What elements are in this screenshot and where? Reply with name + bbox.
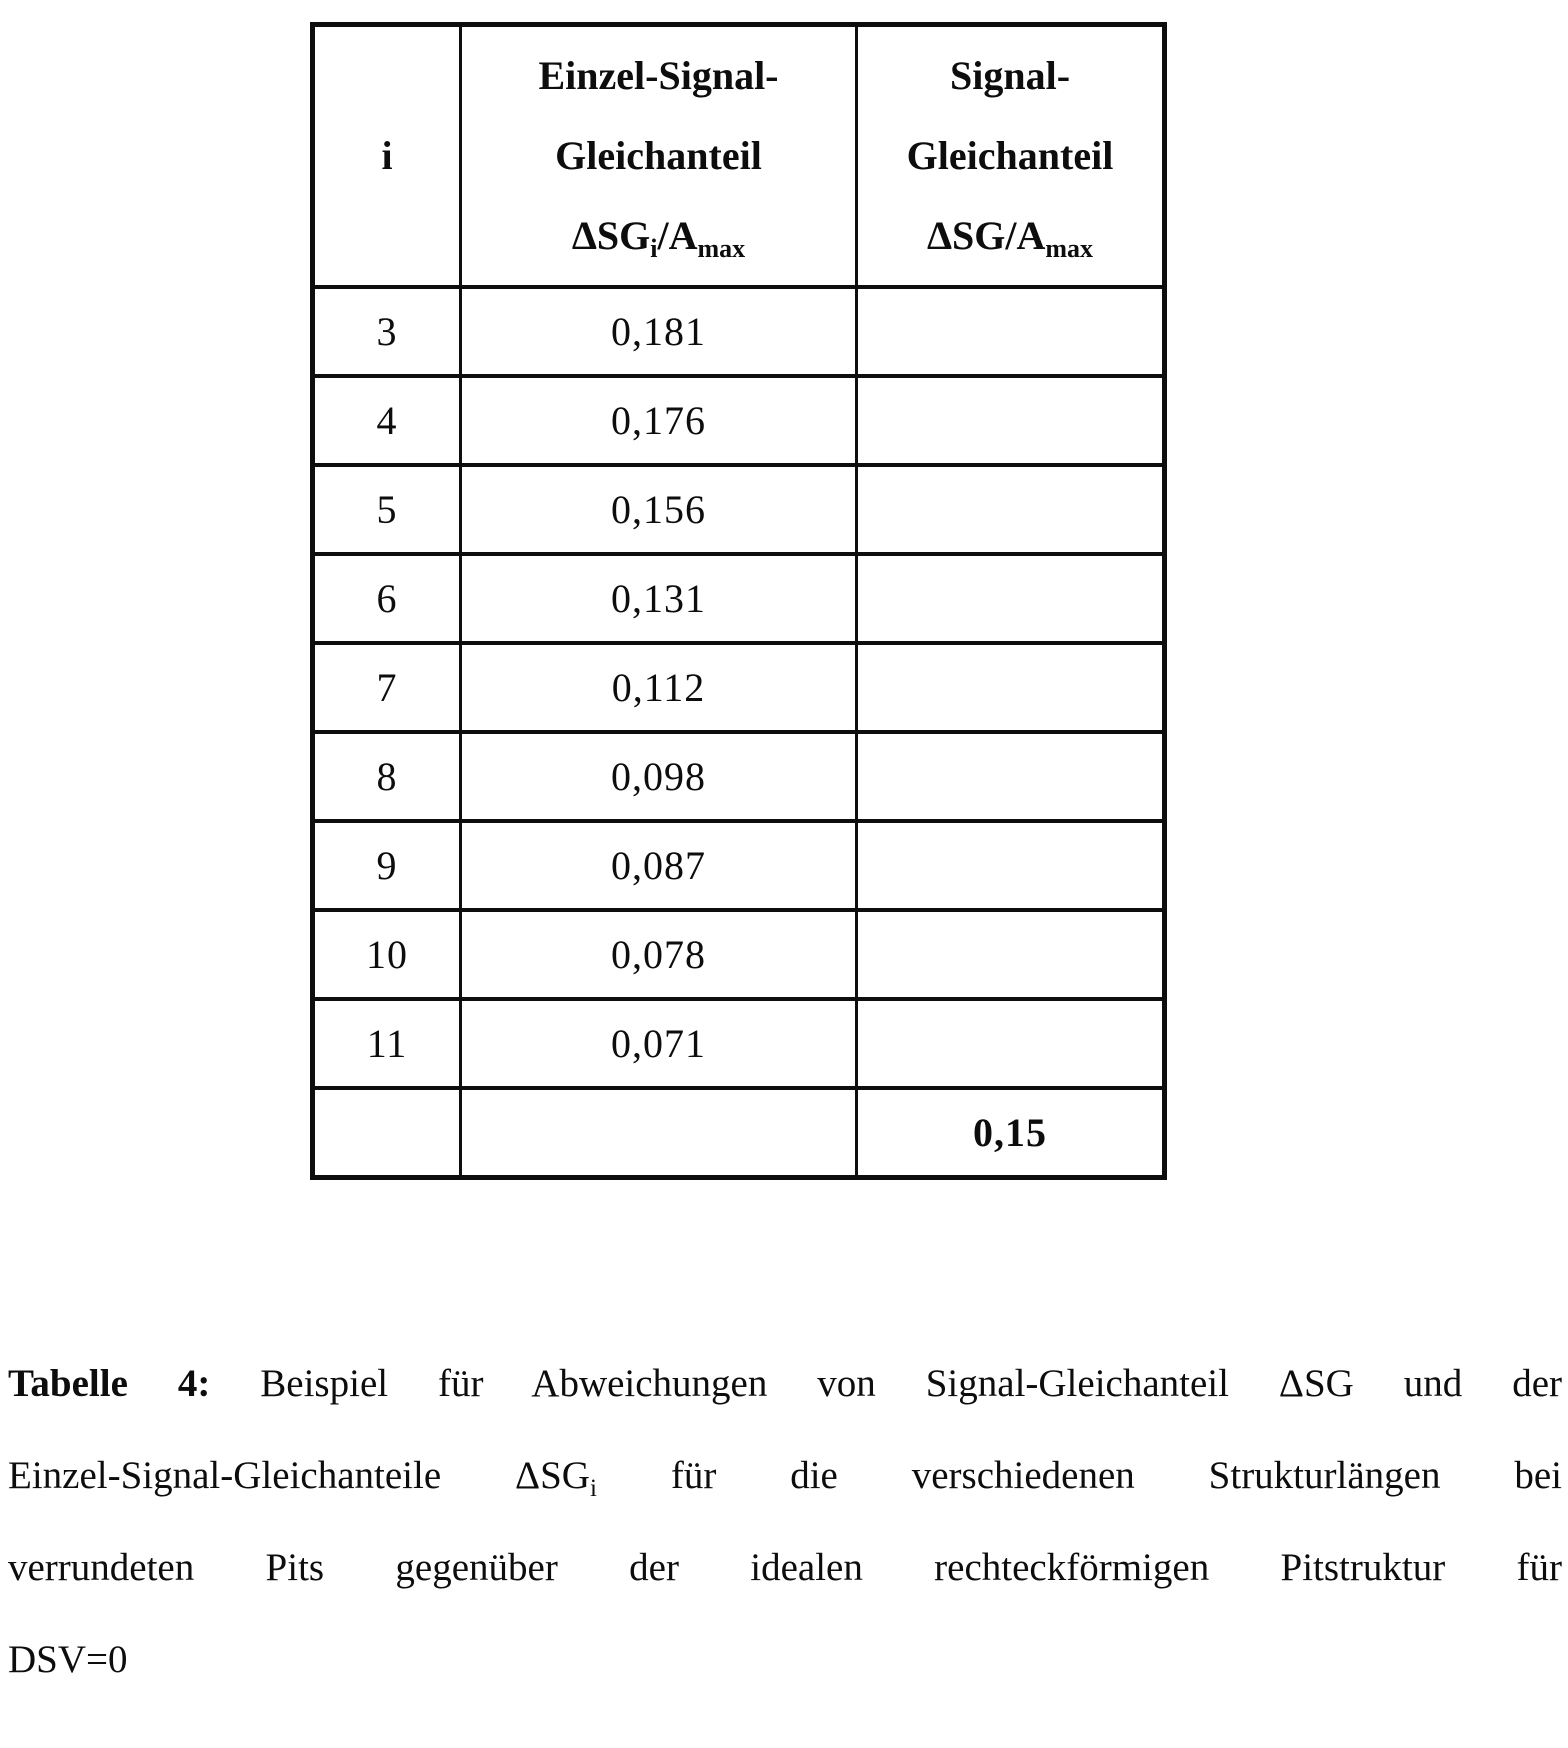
cell-signal-value <box>857 821 1165 910</box>
cell-einzel-value: 0,071 <box>461 999 857 1088</box>
cell-einzel-value: 0,078 <box>461 910 857 999</box>
cell-i: 8 <box>313 732 461 821</box>
cell-einzel-value: 0,098 <box>461 732 857 821</box>
caption-line-1 <box>8 1338 1562 1430</box>
tabelle-4-table <box>310 22 1167 1180</box>
cell-i: 6 <box>313 554 461 643</box>
header-line: Gleichanteil <box>906 133 1114 178</box>
table-row <box>313 643 1165 732</box>
col-header-einzel-signal-gleichanteil <box>461 25 857 288</box>
cell-einzel-value: 0,131 <box>461 554 857 643</box>
formula-subscript-i: i <box>650 234 658 263</box>
header-line: Gleichanteil <box>555 133 762 178</box>
cell-i: 5 <box>313 465 461 554</box>
caption-line-4: DSV=0 <box>8 1638 128 1681</box>
table-row <box>313 999 1165 1088</box>
header-row <box>313 25 1165 288</box>
formula-base: ΔSG <box>571 213 651 258</box>
cell-signal-value <box>857 287 1165 376</box>
table-body <box>313 287 1165 1178</box>
cell-einzel-value: 0,181 <box>461 287 857 376</box>
table-row <box>313 554 1165 643</box>
cell-einzel-value: 0,112 <box>461 643 857 732</box>
table-row <box>313 910 1165 999</box>
cell-signal-value <box>857 999 1165 1088</box>
table-row <box>313 732 1165 821</box>
cell-signal-value <box>857 465 1165 554</box>
header-formula-dsgi-amax <box>462 196 855 276</box>
table-row <box>313 376 1165 465</box>
cell-signal-value <box>857 732 1165 821</box>
cell-einzel-value <box>461 1088 857 1178</box>
table-row <box>313 287 1165 376</box>
cell-signal-value: 0,15 <box>857 1088 1165 1178</box>
cell-einzel-value: 0,176 <box>461 376 857 465</box>
caption-label: Tabelle 4: <box>8 1362 211 1405</box>
header-line: Signal- <box>949 53 1071 98</box>
cell-i: 9 <box>313 821 461 910</box>
cell-signal-value <box>857 554 1165 643</box>
table-row <box>313 465 1165 554</box>
cell-signal-value <box>857 643 1165 732</box>
caption-line-2 <box>8 1430 1562 1522</box>
caption-line-2-text: Einzel-Signal-Gleichanteile ΔSG <box>8 1454 590 1497</box>
formula-mid: /A <box>657 213 698 258</box>
cell-i: 3 <box>313 287 461 376</box>
table-caption <box>8 1338 1562 1706</box>
formula-subscript-max: max <box>1045 234 1094 263</box>
col-header-i: i <box>313 25 461 288</box>
caption-line-2-text: für die verschiedenen Strukturlängen bei <box>596 1454 1562 1497</box>
cell-signal-value <box>857 910 1165 999</box>
caption-subscript-i: i <box>589 1475 597 1502</box>
cell-einzel-value: 0,087 <box>461 821 857 910</box>
caption-line-1-text: Beispiel für Abweichungen von Signal-Gleichanteil ΔSG und der <box>210 1362 1562 1405</box>
table-row <box>313 821 1165 910</box>
table-row-total <box>313 1088 1165 1178</box>
formula-base: ΔSG <box>926 213 1006 258</box>
header-line: Einzel-Signal- <box>538 53 779 98</box>
table-header <box>313 25 1165 288</box>
col-header-signal-gleichanteil <box>857 25 1165 288</box>
formula-subscript-max: max <box>697 234 746 263</box>
header-formula-dsg-amax <box>858 196 1162 276</box>
cell-i: 11 <box>313 999 461 1088</box>
cell-signal-value <box>857 376 1165 465</box>
cell-einzel-value: 0,156 <box>461 465 857 554</box>
cell-i <box>313 1088 461 1178</box>
cell-i: 7 <box>313 643 461 732</box>
cell-i: 4 <box>313 376 461 465</box>
caption-line-3: verrundeten Pits gegenüber der idealen rechteckförmigen Pitstruktur für <box>8 1546 1562 1589</box>
formula-mid: /A <box>1005 213 1046 258</box>
cell-i: 10 <box>313 910 461 999</box>
